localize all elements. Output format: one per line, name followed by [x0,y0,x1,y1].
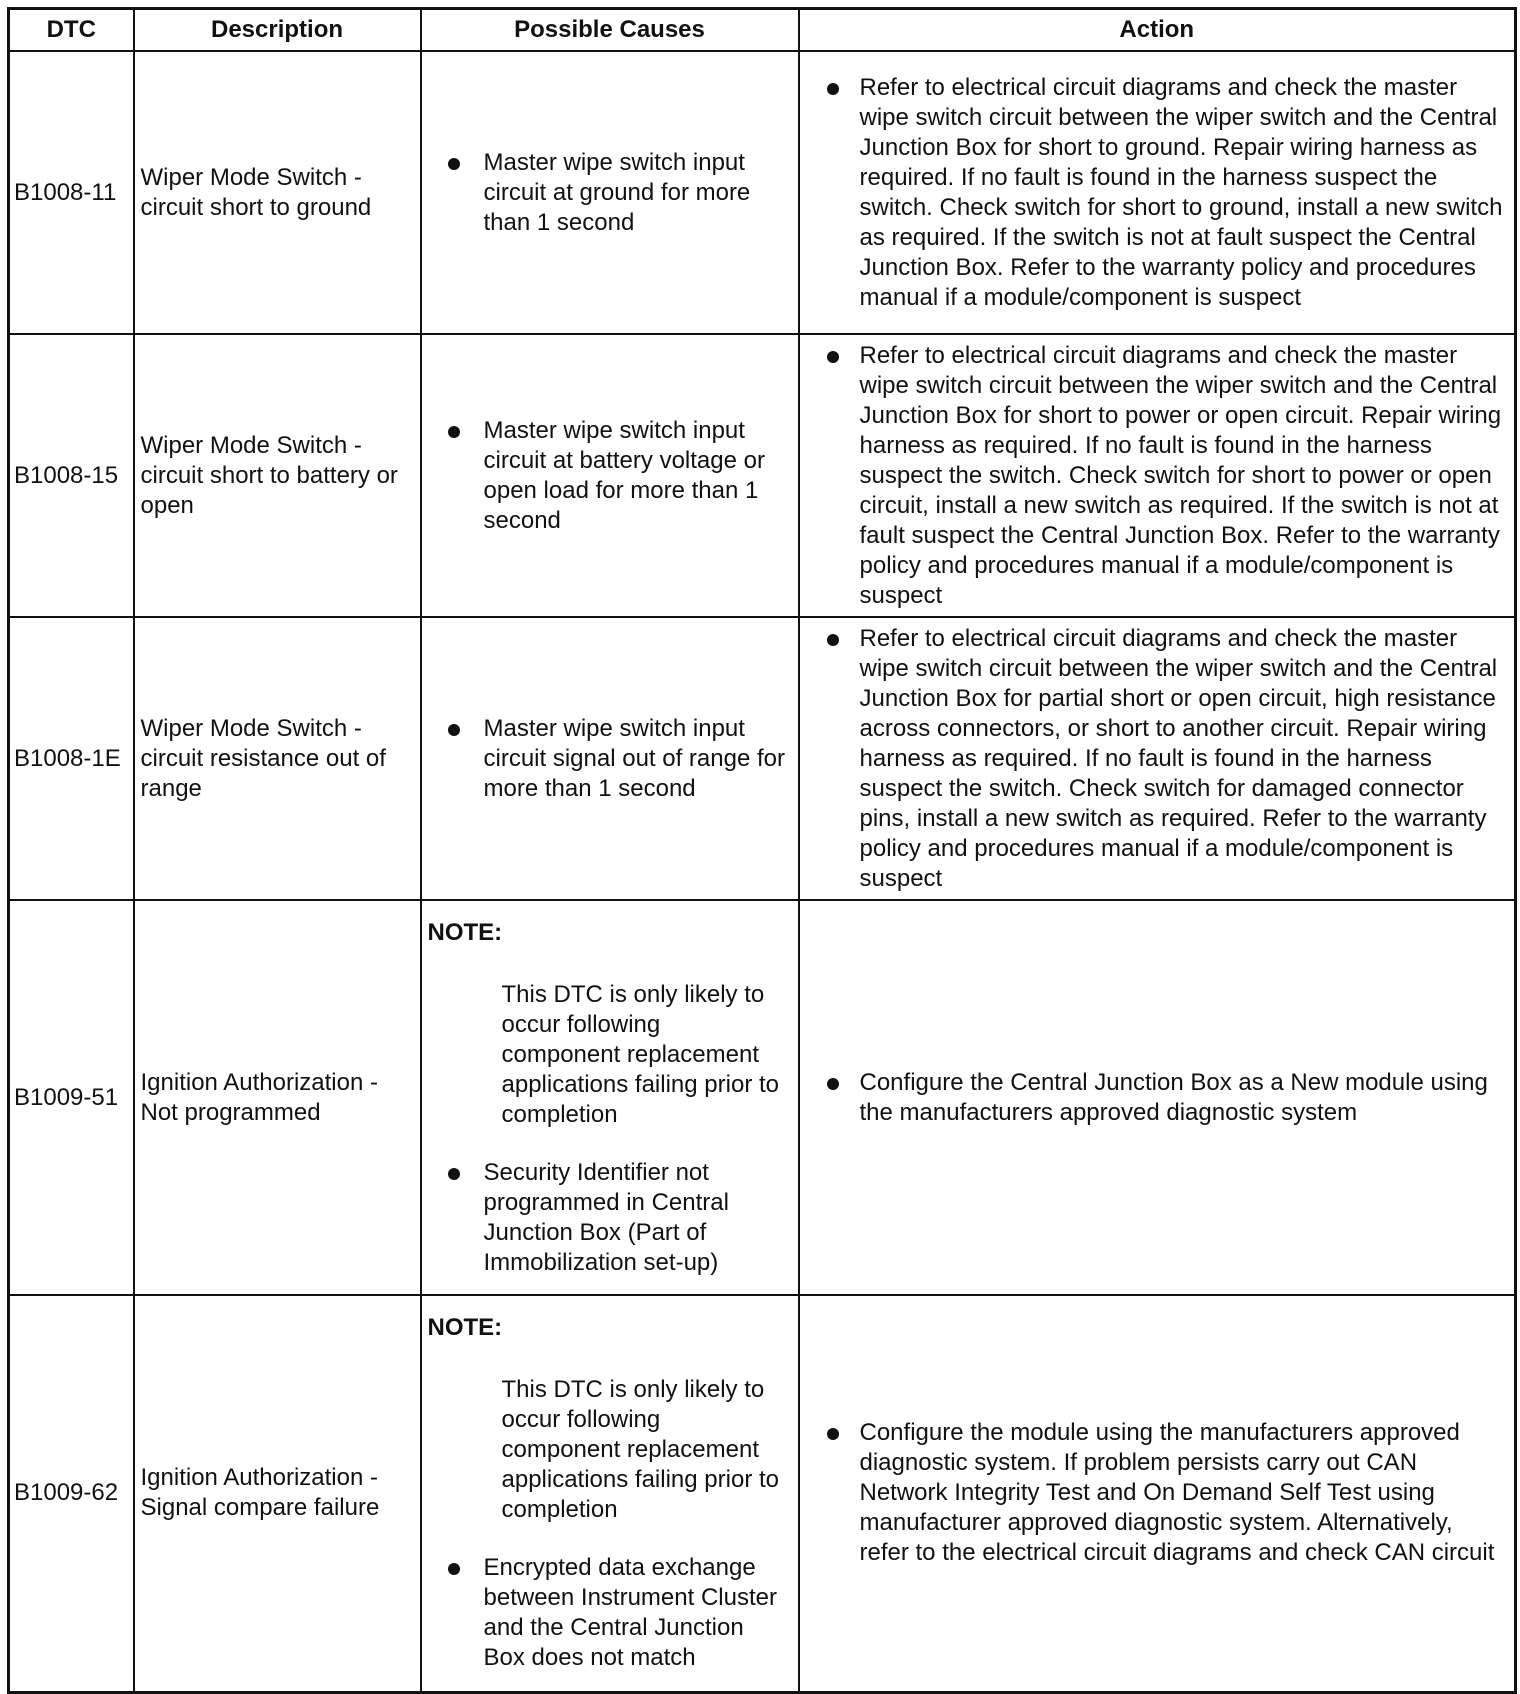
table-row [9,617,1516,900]
note-label: NOTE: [427,1314,503,1342]
action-bullet-item: Refer to electrical circuit diagrams and check the master wipe switch circuit between the wiper switch and the Central Junction Box for short to power or open circuit. Repair wiring harness as required. If no fault is found in the harness suspect the switch. Check switch for short to power or open circuit, install a new switch as required. If the switch is not at fault suspect the Central Junction Box. Refer to the warranty policy and procedures manual if a module/component is suspect [810,341,1507,611]
action-cell [799,334,1516,617]
possible-causes-cell [421,900,799,1295]
dtc-description: Wiper Mode Switch - circuit resistance out of range [134,617,421,900]
dtc-code: B1008-11 [9,51,134,334]
table-row [9,51,1516,334]
possible-causes-cell [421,334,799,617]
cause-bullet-item: Master wipe switch input circuit at ground for more than 1 second [428,148,790,238]
table-row [9,900,1516,1295]
header-action: Action [799,9,1516,52]
table-row [9,1295,1516,1692]
dtc-description: Wiper Mode Switch - circuit short to ground [134,51,421,334]
note-text: This DTC is only likely to occur following component replacement applications failing prior to completion [501,980,779,1128]
header-possible-causes: Possible Causes [421,9,799,52]
dtc-description: Ignition Authorization - Not programmed [134,900,421,1295]
dtc-code: B1008-1E [9,617,134,900]
action-cell [799,1295,1516,1692]
possible-causes-cell [421,51,799,334]
action-cell [799,51,1516,334]
cause-bullet-item: Encrypted data exchange between Instrument Cluster and the Central Junction Box does not match [428,1553,790,1673]
dtc-table [7,7,1517,1694]
dtc-description: Wiper Mode Switch - circuit short to battery or open [134,334,421,617]
note-text: This DTC is only likely to occur following component replacement applications failing prior to completion [501,1376,779,1524]
header-row [9,9,1516,52]
header-description: Description [134,9,421,52]
action-bullet-item: Refer to electrical circuit diagrams and check the master wipe switch circuit between the wiper switch and the Central Junction Box for short to ground. Repair wiring harness as required. If no fault is found in the harness suspect the switch. Check switch for short to ground, install a new switch as required. If the switch is not at fault suspect the Central Junction Box. Refer to the warranty policy and procedures manual if a module/component is suspect [810,73,1507,313]
action-cell [799,900,1516,1295]
cause-bullet-item: Master wipe switch input circuit signal out of range for more than 1 second [428,714,790,804]
cause-bullet-item: Master wipe switch input circuit at battery voltage or open load for more than 1 second [428,416,790,536]
dtc-description: Ignition Authorization - Signal compare failure [134,1295,421,1692]
table-row [9,334,1516,617]
action-cell [799,617,1516,900]
dtc-code: B1008-15 [9,334,134,617]
action-bullet-item: Configure the module using the manufacturers approved diagnostic system. If problem persists carry out CAN Network Integrity Test and On Demand Self Test using manufacturer approved diagnostic system. Alternatively, refer to the electrical circuit diagrams and check CAN circuit [810,1418,1507,1568]
action-bullet-item: Configure the Central Junction Box as a New module using the manufacturers approved diagnostic system [810,1068,1507,1128]
possible-causes-cell [421,617,799,900]
possible-causes-cell [421,1295,799,1692]
note-label: NOTE: [427,918,503,946]
action-bullet-item: Refer to electrical circuit diagrams and check the master wipe switch circuit between the wiper switch and the Central Junction Box for partial short or open circuit, high resistance across connectors, or short to another circuit. Repair wiring harness as required. If no fault is found in the harness suspect the switch. Check switch for damaged connector pins, install a new switch as required. Refer to the warranty policy and procedures manual if a module/component is suspect [810,624,1507,894]
header-dtc: DTC [9,9,134,52]
dtc-code: B1009-51 [9,900,134,1295]
dtc-code: B1009-62 [9,1295,134,1692]
cause-bullet-item: Security Identifier not programmed in Central Junction Box (Part of Immobilization set-up) [428,1158,790,1278]
